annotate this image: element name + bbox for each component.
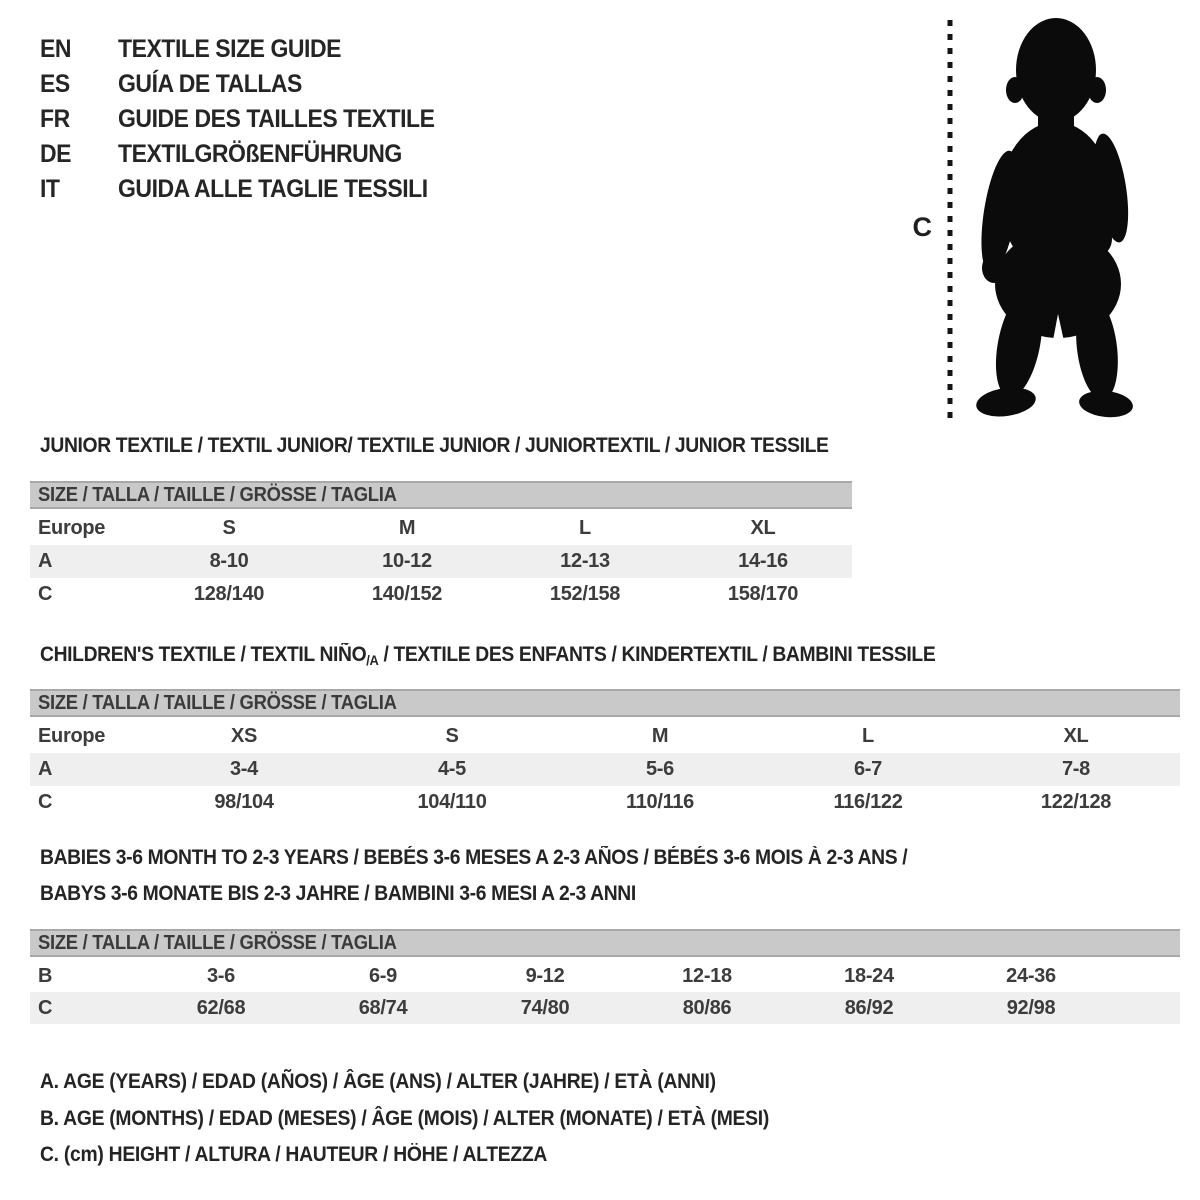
table-cell: 122/128 xyxy=(1040,791,1112,813)
table-cell: XS xyxy=(230,724,258,747)
row-label: Europe xyxy=(38,724,106,747)
size-header-text: SIZE / TALLA / TAILLE / GRÖSSE / TAGLIA xyxy=(38,692,397,714)
row-label: C xyxy=(38,996,53,1019)
row-label: Europe xyxy=(38,516,106,539)
table-cell: M xyxy=(651,724,669,747)
table-cell: 62/68 xyxy=(196,996,246,1019)
row-label: A xyxy=(38,758,53,780)
table-row-europe xyxy=(30,719,1180,753)
size-header-bar-junior xyxy=(30,481,852,509)
table-cell: 98/104 xyxy=(214,791,274,813)
table-row-a xyxy=(30,545,852,578)
table-cell: 7-8 xyxy=(1061,758,1090,780)
table-cell: 80/86 xyxy=(682,996,732,1019)
legend-line-c xyxy=(40,1143,591,1167)
section-title-children xyxy=(40,643,1013,668)
table-cell: 152/158 xyxy=(549,583,621,605)
language-title: GUIDA ALLE TAGLIE TESSILI xyxy=(118,175,428,203)
legend-line-b xyxy=(40,1107,832,1131)
table-cell: 6-9 xyxy=(368,964,397,987)
table-cell: 128/140 xyxy=(193,583,265,605)
language-title: GUÍA DE TALLAS xyxy=(118,70,302,98)
table-row-a xyxy=(30,753,1180,786)
table-cell: 110/116 xyxy=(626,791,694,813)
height-measure-label: C xyxy=(912,212,932,242)
toddler-silhouette xyxy=(956,6,1166,418)
section-title-babies-line1 xyxy=(40,846,983,870)
table-cell: XL xyxy=(750,516,776,539)
language-code: EN xyxy=(40,35,72,63)
legend-a-text: A. AGE (YEARS) / EDAD (AÑOS) / ÂGE (ANS) / ALTER (JAHRE) / ETÀ (ANNI) xyxy=(40,1070,716,1093)
table-row-b xyxy=(30,960,1180,992)
row-label: B xyxy=(38,964,53,987)
section-title-children-text xyxy=(40,643,935,668)
height-dotted-line xyxy=(945,16,955,422)
table-cell: 116/122 xyxy=(833,791,903,813)
table-cell: L xyxy=(862,724,874,747)
row-label: C xyxy=(38,791,53,813)
table-cell: 10-12 xyxy=(382,550,432,572)
table-cell: S xyxy=(222,516,236,539)
table-cell: 3-6 xyxy=(206,964,235,987)
table-cell: 14-16 xyxy=(738,550,788,572)
table-row-c xyxy=(30,578,852,611)
table-cell: 12-13 xyxy=(560,550,610,572)
legend-b-text: B. AGE (MONTHS) / EDAD (MESES) / ÂGE (MOIS) / ALTER (MONATE) / ETÀ (MESI) xyxy=(40,1107,770,1130)
table-cell: 74/80 xyxy=(520,996,570,1019)
table-cell: 104/110 xyxy=(417,791,487,813)
table-cell: 3-4 xyxy=(229,758,258,780)
table-cell: 12-18 xyxy=(682,964,732,987)
section-title-junior-text: JUNIOR TEXTILE / TEXTIL JUNIOR/ TEXTILE JUNIOR / JUNIORTEXTIL / JUNIOR TESSILE xyxy=(40,434,829,457)
size-header-bar-children xyxy=(30,689,1180,717)
size-header-text: SIZE / TALLA / TAILLE / GRÖSSE / TAGLIA xyxy=(38,484,397,506)
table-cell: 86/92 xyxy=(844,996,894,1019)
table-cell: 8-10 xyxy=(209,550,249,572)
table-row-c xyxy=(30,992,1180,1024)
table-row-europe xyxy=(30,511,852,545)
babies-title-line2-text: BABYS 3-6 MONATE BIS 2-3 JAHRE / BAMBINI 3-6 MESI A 2-3 ANNI xyxy=(40,882,636,905)
row-label: C xyxy=(38,583,53,605)
size-header-text: SIZE / TALLA / TAILLE / GRÖSSE / TAGLIA xyxy=(38,932,397,954)
table-cell: 6-7 xyxy=(853,758,882,780)
legend-c-text: C. (cm) HEIGHT / ALTURA / HAUTEUR / HÖHE / ALTEZZA xyxy=(40,1143,548,1166)
table-cell: S xyxy=(445,724,459,747)
language-code: IT xyxy=(40,175,60,203)
table-cell: 68/74 xyxy=(358,996,408,1019)
table-cell: L xyxy=(579,516,591,539)
language-code: DE xyxy=(40,140,72,168)
section-title-babies-line2 xyxy=(40,882,688,906)
table-cell: 158/170 xyxy=(727,583,799,605)
table-cell: 140/152 xyxy=(371,583,443,605)
language-code: ES xyxy=(40,70,70,98)
language-title: TEXTILE SIZE GUIDE xyxy=(118,35,342,63)
table-row-c xyxy=(30,786,1180,819)
table-cell: 18-24 xyxy=(844,964,894,987)
language-code: FR xyxy=(40,105,70,133)
legend-line-a xyxy=(40,1070,775,1094)
language-title: TEXTILGRÖßENFÜHRUNG xyxy=(118,140,402,168)
table-cell: 24-36 xyxy=(1006,964,1056,987)
language-title: GUIDE DES TAILLES TEXTILE xyxy=(118,105,435,133)
children-title-prefix: CHILDREN'S TEXTILE / TEXTIL NIÑO xyxy=(40,643,367,666)
size-header-bar-babies xyxy=(30,929,1180,957)
babies-title-line1-text: BABIES 3-6 MONTH TO 2-3 YEARS / BEBÉS 3-6 MESES A 2-3 AÑOS / BÉBÉS 3-6 MOIS À 2-3 ANS / xyxy=(40,846,908,869)
table-cell: 5-6 xyxy=(645,758,674,780)
table-cell: 92/98 xyxy=(1006,996,1056,1019)
row-label: A xyxy=(38,550,53,572)
table-cell: 4-5 xyxy=(437,758,466,780)
table-cell: M xyxy=(398,516,416,539)
children-title-sub: /A xyxy=(366,652,379,668)
table-cell: 9-12 xyxy=(525,964,565,987)
table-cell: XL xyxy=(1063,724,1089,747)
section-title-junior xyxy=(40,434,897,458)
children-title-suffix: / TEXTILE DES ENFANTS / KINDERTEXTIL / BAMBINI TESSILE xyxy=(378,643,936,666)
